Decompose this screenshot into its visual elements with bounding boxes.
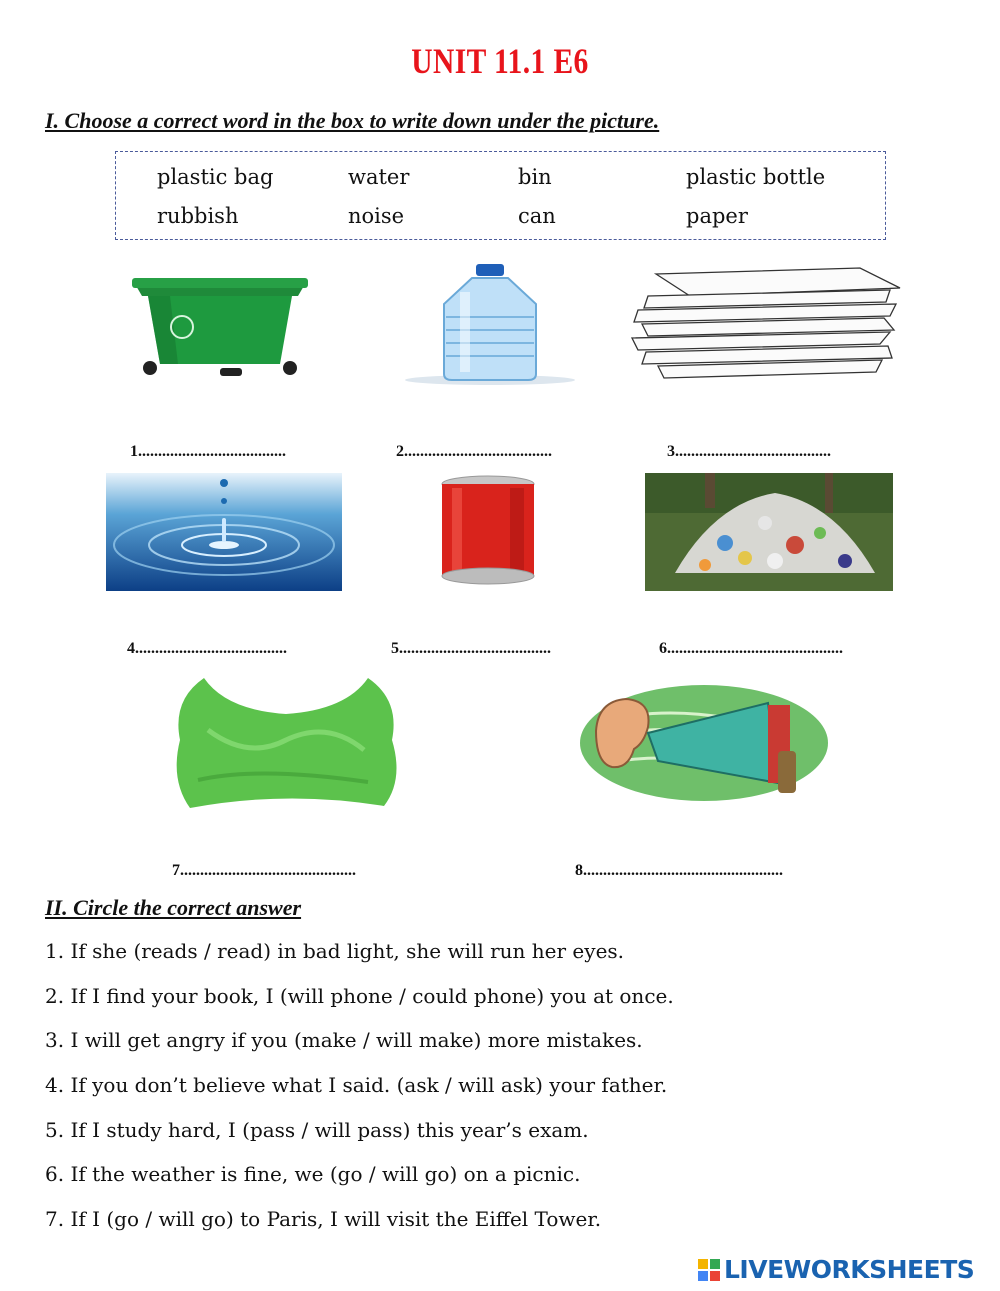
answer-blank[interactable]: 3.......................................	[667, 443, 831, 460]
question-sentence[interactable]: 2. If I find your book, I (will phone / could phone) you at once.	[45, 984, 674, 1008]
answer-blank[interactable]: 4......................................	[127, 640, 287, 657]
ear-megaphone-noise-icon	[578, 683, 830, 803]
worksheet-title: UNIT 11.1 E6	[411, 41, 589, 81]
question-sentence[interactable]: 1. If she (reads / read) in bad light, she will run her eyes.	[45, 939, 625, 963]
word-option: plastic bottle	[686, 165, 826, 189]
answer-blank[interactable]: 5......................................	[391, 640, 551, 657]
question-sentence[interactable]: 3. I will get angry if you (make / will make) more mistakes.	[45, 1028, 643, 1052]
word-box	[115, 151, 886, 240]
question-sentence[interactable]: 4. If you don’t believe what I said. (ask / will ask) your father.	[45, 1073, 668, 1097]
red-soda-can-icon	[432, 472, 544, 590]
question-sentence[interactable]: 6. If the weather is fine, we (go / will go) on a picnic.	[45, 1162, 581, 1186]
green-plastic-bag-icon	[168, 670, 404, 812]
section-2-heading: II. Circle the correct answer	[45, 895, 302, 920]
water-bottle-icon	[400, 262, 580, 387]
word-option: noise	[348, 204, 405, 228]
word-option: paper	[686, 204, 748, 228]
question-sentence[interactable]: 7. If I (go / will go) to Paris, I will visit the Eiffel Tower.	[45, 1207, 602, 1231]
liveworksheets-logo-icon	[698, 1259, 720, 1281]
question-sentence[interactable]: 5. If I study hard, I (pass / will pass) this year’s exam.	[45, 1118, 589, 1142]
answer-blank[interactable]: 1.....................................	[130, 443, 286, 460]
word-option: water	[348, 165, 410, 189]
answer-blank[interactable]: 6............................................	[659, 640, 843, 657]
rubbish-pile-icon	[645, 473, 893, 591]
answer-blank[interactable]: 8..................................................	[575, 862, 783, 879]
word-option: rubbish	[157, 204, 239, 228]
answer-blank[interactable]: 2.....................................	[396, 443, 552, 460]
section-1-heading: I. Choose a correct word in the box to write down under the picture.	[45, 108, 660, 133]
word-option: can	[518, 204, 556, 228]
paper-stack-icon	[628, 262, 908, 387]
answer-blank[interactable]: 7............................................	[172, 862, 356, 879]
green-wheelie-bin-icon	[130, 272, 310, 382]
word-option: plastic bag	[157, 165, 274, 189]
word-option: bin	[518, 165, 552, 189]
water-drop-ripple-icon	[106, 473, 342, 591]
liveworksheets-logo-text: LIVEWORKSHEETS	[724, 1255, 975, 1284]
